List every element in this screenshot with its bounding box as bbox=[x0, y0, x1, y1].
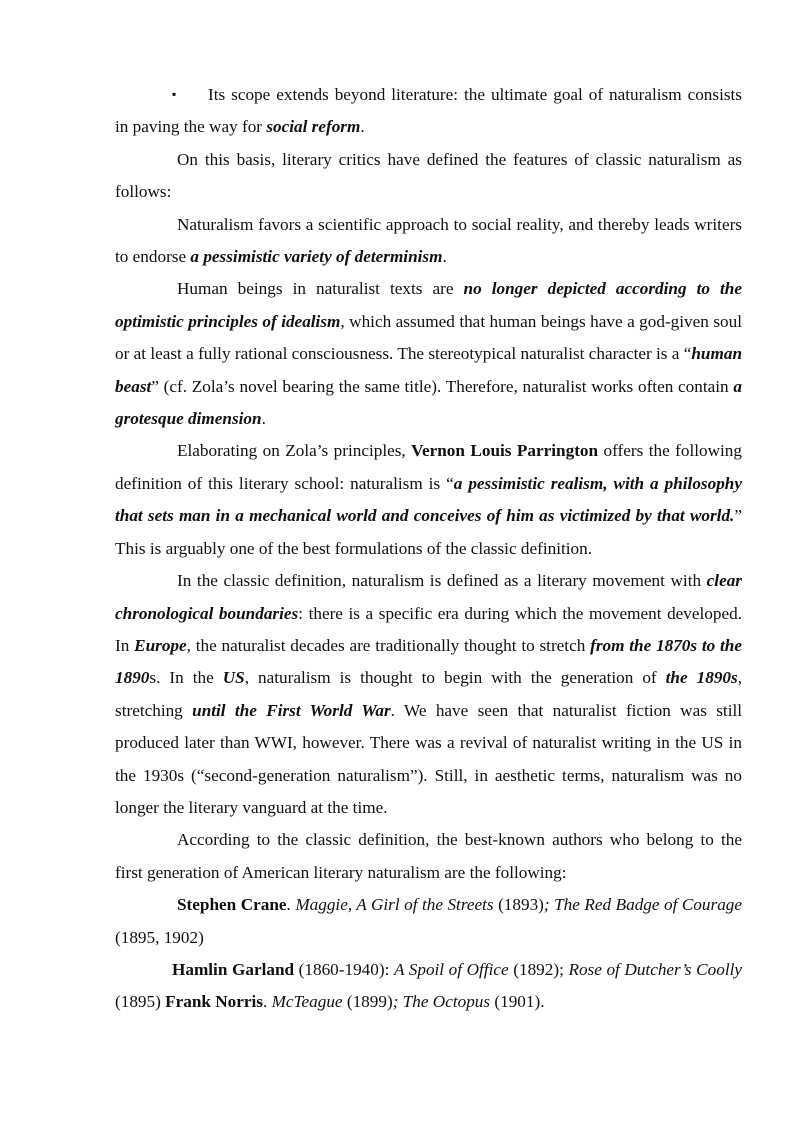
separator: . bbox=[263, 992, 272, 1012]
work-title: The Red Badge of Courage bbox=[554, 895, 743, 915]
author-name: Frank Norris bbox=[165, 992, 263, 1012]
paragraph-determinism bbox=[115, 209, 742, 274]
work-title: Maggie, A Girl of the Streets bbox=[295, 895, 494, 915]
work-year: (1892); bbox=[508, 959, 569, 979]
paragraph-text: , naturalism is thought to begin with the generation of bbox=[244, 668, 666, 688]
bullet-text: Its scope extends beyond literature: the ultimate goal of naturalism consists in paving the way for bbox=[115, 85, 742, 137]
paragraph-text: offers the following definition of this literary school: naturalism is “ bbox=[115, 441, 742, 493]
author-entry-crane bbox=[115, 889, 742, 954]
work-year: (1895) bbox=[115, 992, 166, 1012]
paragraph-text: ” This is arguably one of the best formulations of the classic definition. bbox=[115, 506, 742, 558]
work-year: (1893) bbox=[493, 895, 544, 915]
paragraph-text: . We have seen that naturalist fiction was still produced later than WWI, however. There was a revival of naturalist writing in the US in the 1930s (“second-generation naturalism”). Still, in aesthetic terms, naturalism was no longer the literary vanguard at the time. bbox=[115, 700, 743, 817]
separator: ; bbox=[543, 895, 555, 915]
emphasis-wwi: until the First World War bbox=[192, 700, 391, 720]
paragraph-text: Naturalism favors a scientific approach to social reality, and thereby leads writers to endorse bbox=[115, 214, 742, 267]
paragraph-text: On this basis, literary critics have defined the features of classic naturalism as follows: bbox=[115, 149, 742, 202]
work-year: (1901). bbox=[490, 992, 545, 1012]
paragraph-text: , which assumed that human beings have a god-given soul or at least a fully rational consciousness. The stereotypical naturalist character is a “ bbox=[115, 311, 742, 364]
paragraph-parrington bbox=[115, 435, 742, 565]
work-year: (1899) bbox=[342, 992, 393, 1012]
author-name: Stephen Crane bbox=[177, 895, 287, 915]
emphasis-quote: a pessimistic realism, with a philosophy that sets man in a mechanical world and conceives of him as victimized by that world. bbox=[115, 473, 742, 526]
bullet-paragraph bbox=[115, 78, 742, 144]
paragraph-text: According to the classic definition, the best-known authors who belong to the first generation of American literary naturalism are the following: bbox=[115, 830, 742, 882]
emphasis-europe: Europe bbox=[134, 635, 187, 655]
paragraph-text: Elaborating on Zola’s principles, bbox=[177, 441, 412, 461]
emphasis-social-reform: social reform bbox=[266, 117, 361, 137]
paragraph-text: , the naturalist decades are traditionally thought to stretch bbox=[186, 635, 591, 655]
emphasis-human-beast: human beast bbox=[115, 344, 742, 396]
work-title: A Spoil of Office bbox=[393, 959, 509, 979]
bullet-marker: ▪ bbox=[172, 87, 177, 101]
paragraph-text: ” (cf. Zola’s novel bearing the same title). Therefore, naturalist works often contain bbox=[151, 376, 734, 396]
work-title: Rose of Dutcher’s Coolly bbox=[568, 959, 743, 979]
paragraph-human-beings bbox=[115, 273, 742, 435]
work-year: (1895, 1902) bbox=[115, 927, 204, 947]
paragraph-text: In the classic definition, naturalism is defined as a literary movement with bbox=[177, 571, 707, 591]
paragraph-text: . bbox=[261, 409, 266, 429]
bullet-period: . bbox=[360, 117, 365, 137]
emphasis-1890s: the 1890s bbox=[665, 668, 738, 688]
paragraph-text: Human beings in naturalist texts are bbox=[177, 279, 464, 299]
author-name: Hamlin Garland bbox=[172, 959, 295, 979]
paragraph-text: . bbox=[442, 247, 447, 267]
separator: ; bbox=[392, 992, 403, 1012]
emphasis-1870s: from the 1870s to the 1890 bbox=[115, 635, 742, 688]
paragraph-text: s. In the bbox=[149, 668, 223, 688]
emphasis-us: US bbox=[222, 668, 245, 688]
author-dates: (1860-1940): bbox=[294, 959, 394, 979]
paragraph-chronology bbox=[115, 565, 742, 824]
paragraph-authors-intro bbox=[115, 824, 742, 889]
emphasis-grotesque: a grotesque dimension bbox=[115, 376, 742, 429]
paragraph-text: : there is a specific era during which the movement developed. In bbox=[115, 603, 742, 655]
paragraph-text: , stretching bbox=[115, 668, 742, 720]
author-entry-garland-norris bbox=[115, 954, 742, 1019]
emphasis-determinism: a pessimistic variety of determinism bbox=[190, 247, 443, 267]
emphasis-idealism: no longer depicted according to the optimistic principles of idealism bbox=[115, 279, 742, 331]
document-page bbox=[115, 78, 742, 1019]
work-title: McTeague bbox=[271, 992, 343, 1012]
emphasis-boundaries: clear chronological boundaries bbox=[115, 571, 742, 623]
work-title: The Octopus bbox=[402, 992, 491, 1012]
strong-parrington: Vernon Louis Parrington bbox=[411, 441, 599, 461]
paragraph-basis bbox=[115, 144, 742, 209]
separator: . bbox=[286, 895, 296, 915]
